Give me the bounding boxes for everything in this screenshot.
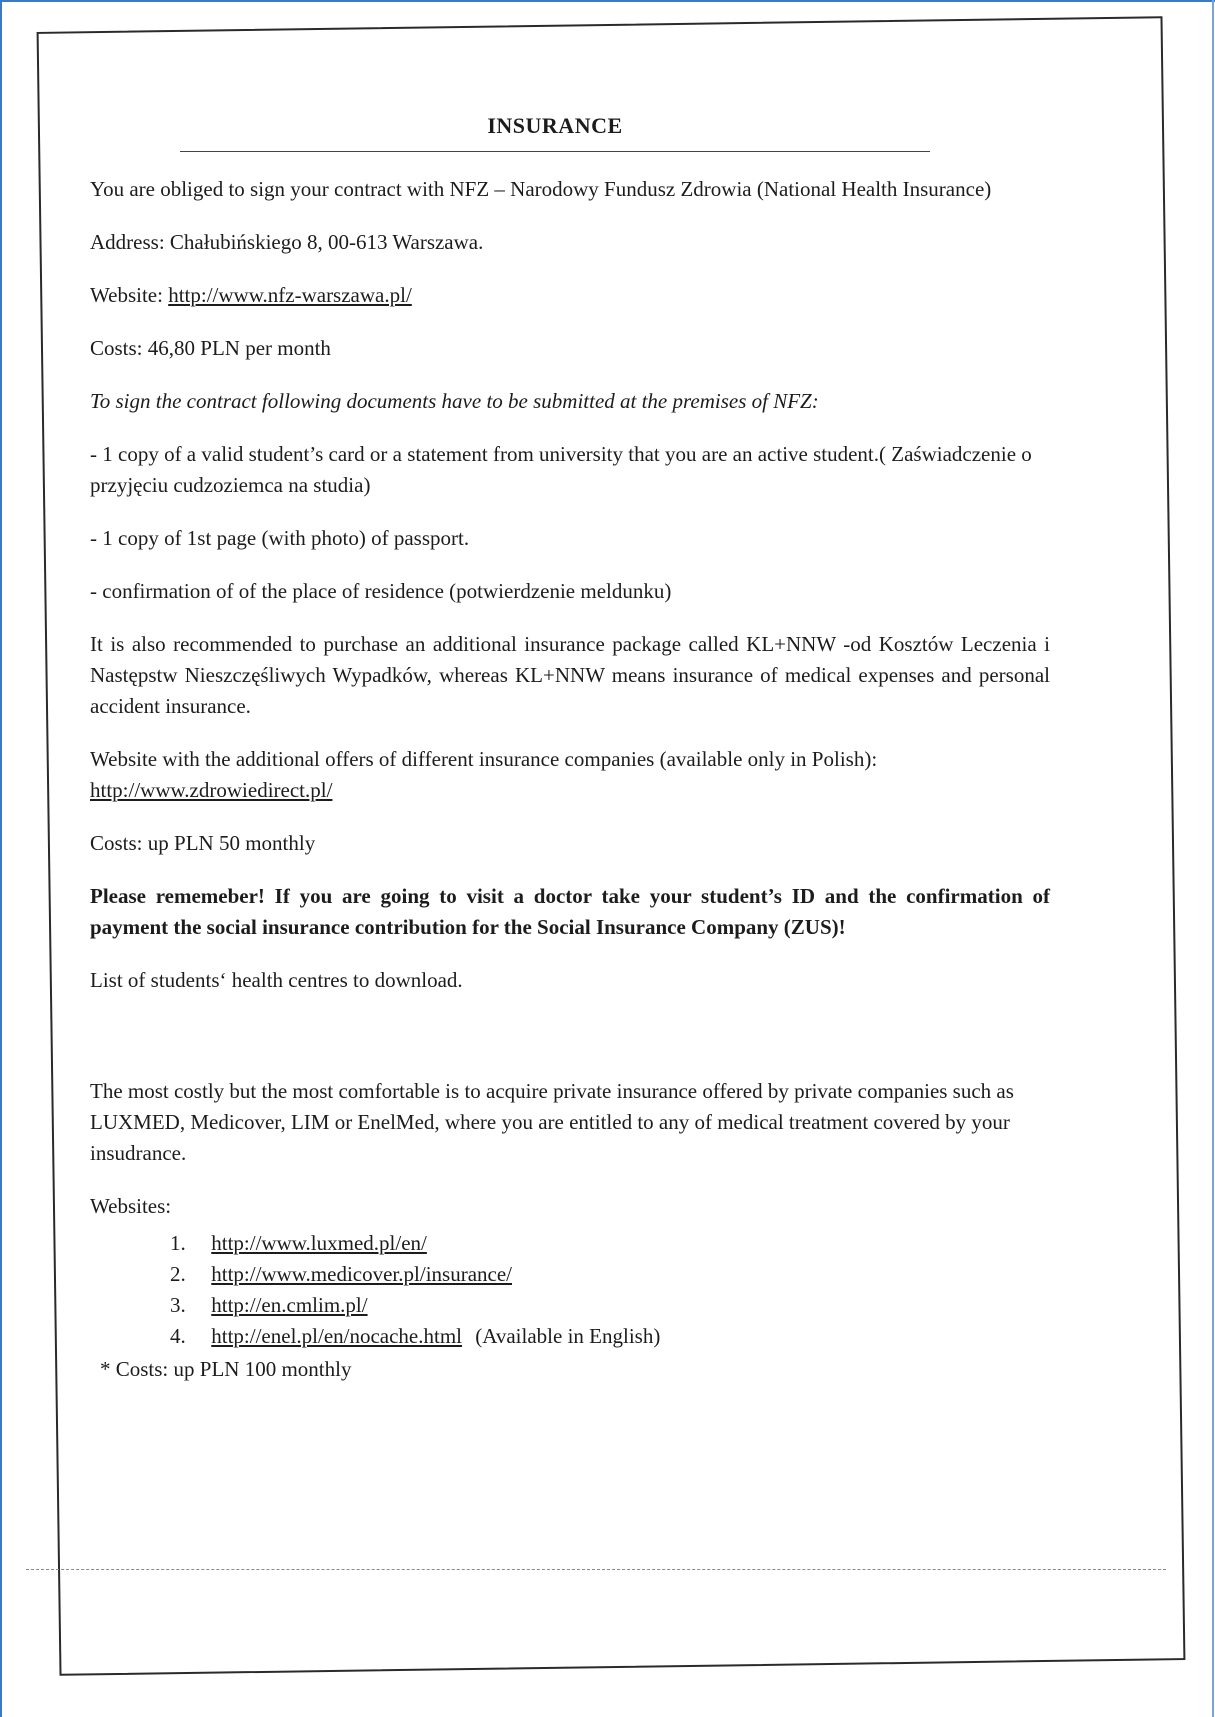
list-item <box>170 1259 1050 1290</box>
websites-label: Websites: <box>90 1194 172 1218</box>
document-item-3: - confirmation of of the place of residence (potwierdzenie meldunku) <box>90 579 672 603</box>
address-value: Chałubińskiego 8, 00-613 Warszawa. <box>169 230 484 254</box>
offers-text: Website with the additional offers of different insurance companies (available only in Polish): <box>90 747 878 771</box>
dashed-fold-line <box>26 1569 1166 1570</box>
list-number: 3. <box>170 1293 186 1317</box>
list-item <box>170 1290 1050 1321</box>
cmlim-link[interactable]: http://en.cmlim.pl/ <box>211 1293 368 1317</box>
nfz-costs: Costs: 46,80 PLN per month <box>90 336 331 360</box>
scan-edge-left <box>0 0 2 1717</box>
reminder-paragraph: Please rememeber! If you are going to visit a doctor take your student’s ID and the confirmation of payment the social insurance contribution for the Social Insurance Company (ZUS)! <box>90 884 1050 939</box>
health-centres-link[interactable]: List of students‘ health centres to download. <box>90 968 463 992</box>
scan-edge-right <box>1212 0 1214 1717</box>
private-insurance-paragraph: The most costly but the most comfortable is to acquire private insurance offered by private companies such as LUXMED, Medicover, LIM or EnelMed, where you are entitled to any of medical treatment covered by your insudrance. <box>90 1079 1014 1165</box>
private-costs: * Costs: up PLN 100 monthly <box>100 1357 352 1381</box>
document-item-1: - 1 copy of a valid student’s card or a statement from university that you are an active student.( Zaświadczenie o przyjęciu cudzoziemca na studia) <box>90 442 1032 497</box>
list-number: 1. <box>170 1231 186 1255</box>
additional-costs: Costs: up PLN 50 monthly <box>90 831 316 855</box>
website-label: Website: <box>90 283 163 307</box>
nfz-website-link[interactable]: http://www.nfz-warszawa.pl/ <box>168 283 412 307</box>
spacer <box>90 1018 1050 1076</box>
address-label: Address: <box>90 230 165 254</box>
medicover-link[interactable]: http://www.medicover.pl/insurance/ <box>211 1262 512 1286</box>
list-number: 4. <box>170 1324 186 1348</box>
documents-intro: To sign the contract following documents have to be submitted at the premises of NFZ: <box>90 389 819 413</box>
website-line <box>90 280 1050 311</box>
address-line <box>90 227 1050 258</box>
recommendation-paragraph: It is also recommended to purchase an additional insurance package called KL+NNW -od Kosztów Leczenia i Następstw Nieszczęśliwych Wypadków, whereas KL+NNW means insurance of medical expenses and personal accident insurance. <box>90 632 1050 718</box>
page-title: INSURANCE <box>180 110 930 152</box>
zdrowiedirect-link[interactable]: http://www.zdrowiedirect.pl/ <box>90 778 333 802</box>
list-number: 2. <box>170 1262 186 1286</box>
document-body <box>90 110 1050 1385</box>
list-item <box>170 1321 1050 1352</box>
scan-edge-top <box>0 0 1215 2</box>
intro-paragraph: You are obliged to sign your contract with NFZ – Narodowy Fundusz Zdrowia (National Health Insurance) <box>90 177 992 201</box>
availability-note: (Available in English) <box>475 1324 661 1348</box>
enel-link[interactable]: http://enel.pl/en/nocache.html <box>211 1324 463 1348</box>
offers-paragraph <box>90 744 1050 806</box>
list-item <box>170 1228 1050 1259</box>
websites-list <box>90 1228 1050 1352</box>
document-item-2: - 1 copy of 1st page (with photo) of passport. <box>90 526 470 550</box>
luxmed-link[interactable]: http://www.luxmed.pl/en/ <box>211 1231 427 1255</box>
